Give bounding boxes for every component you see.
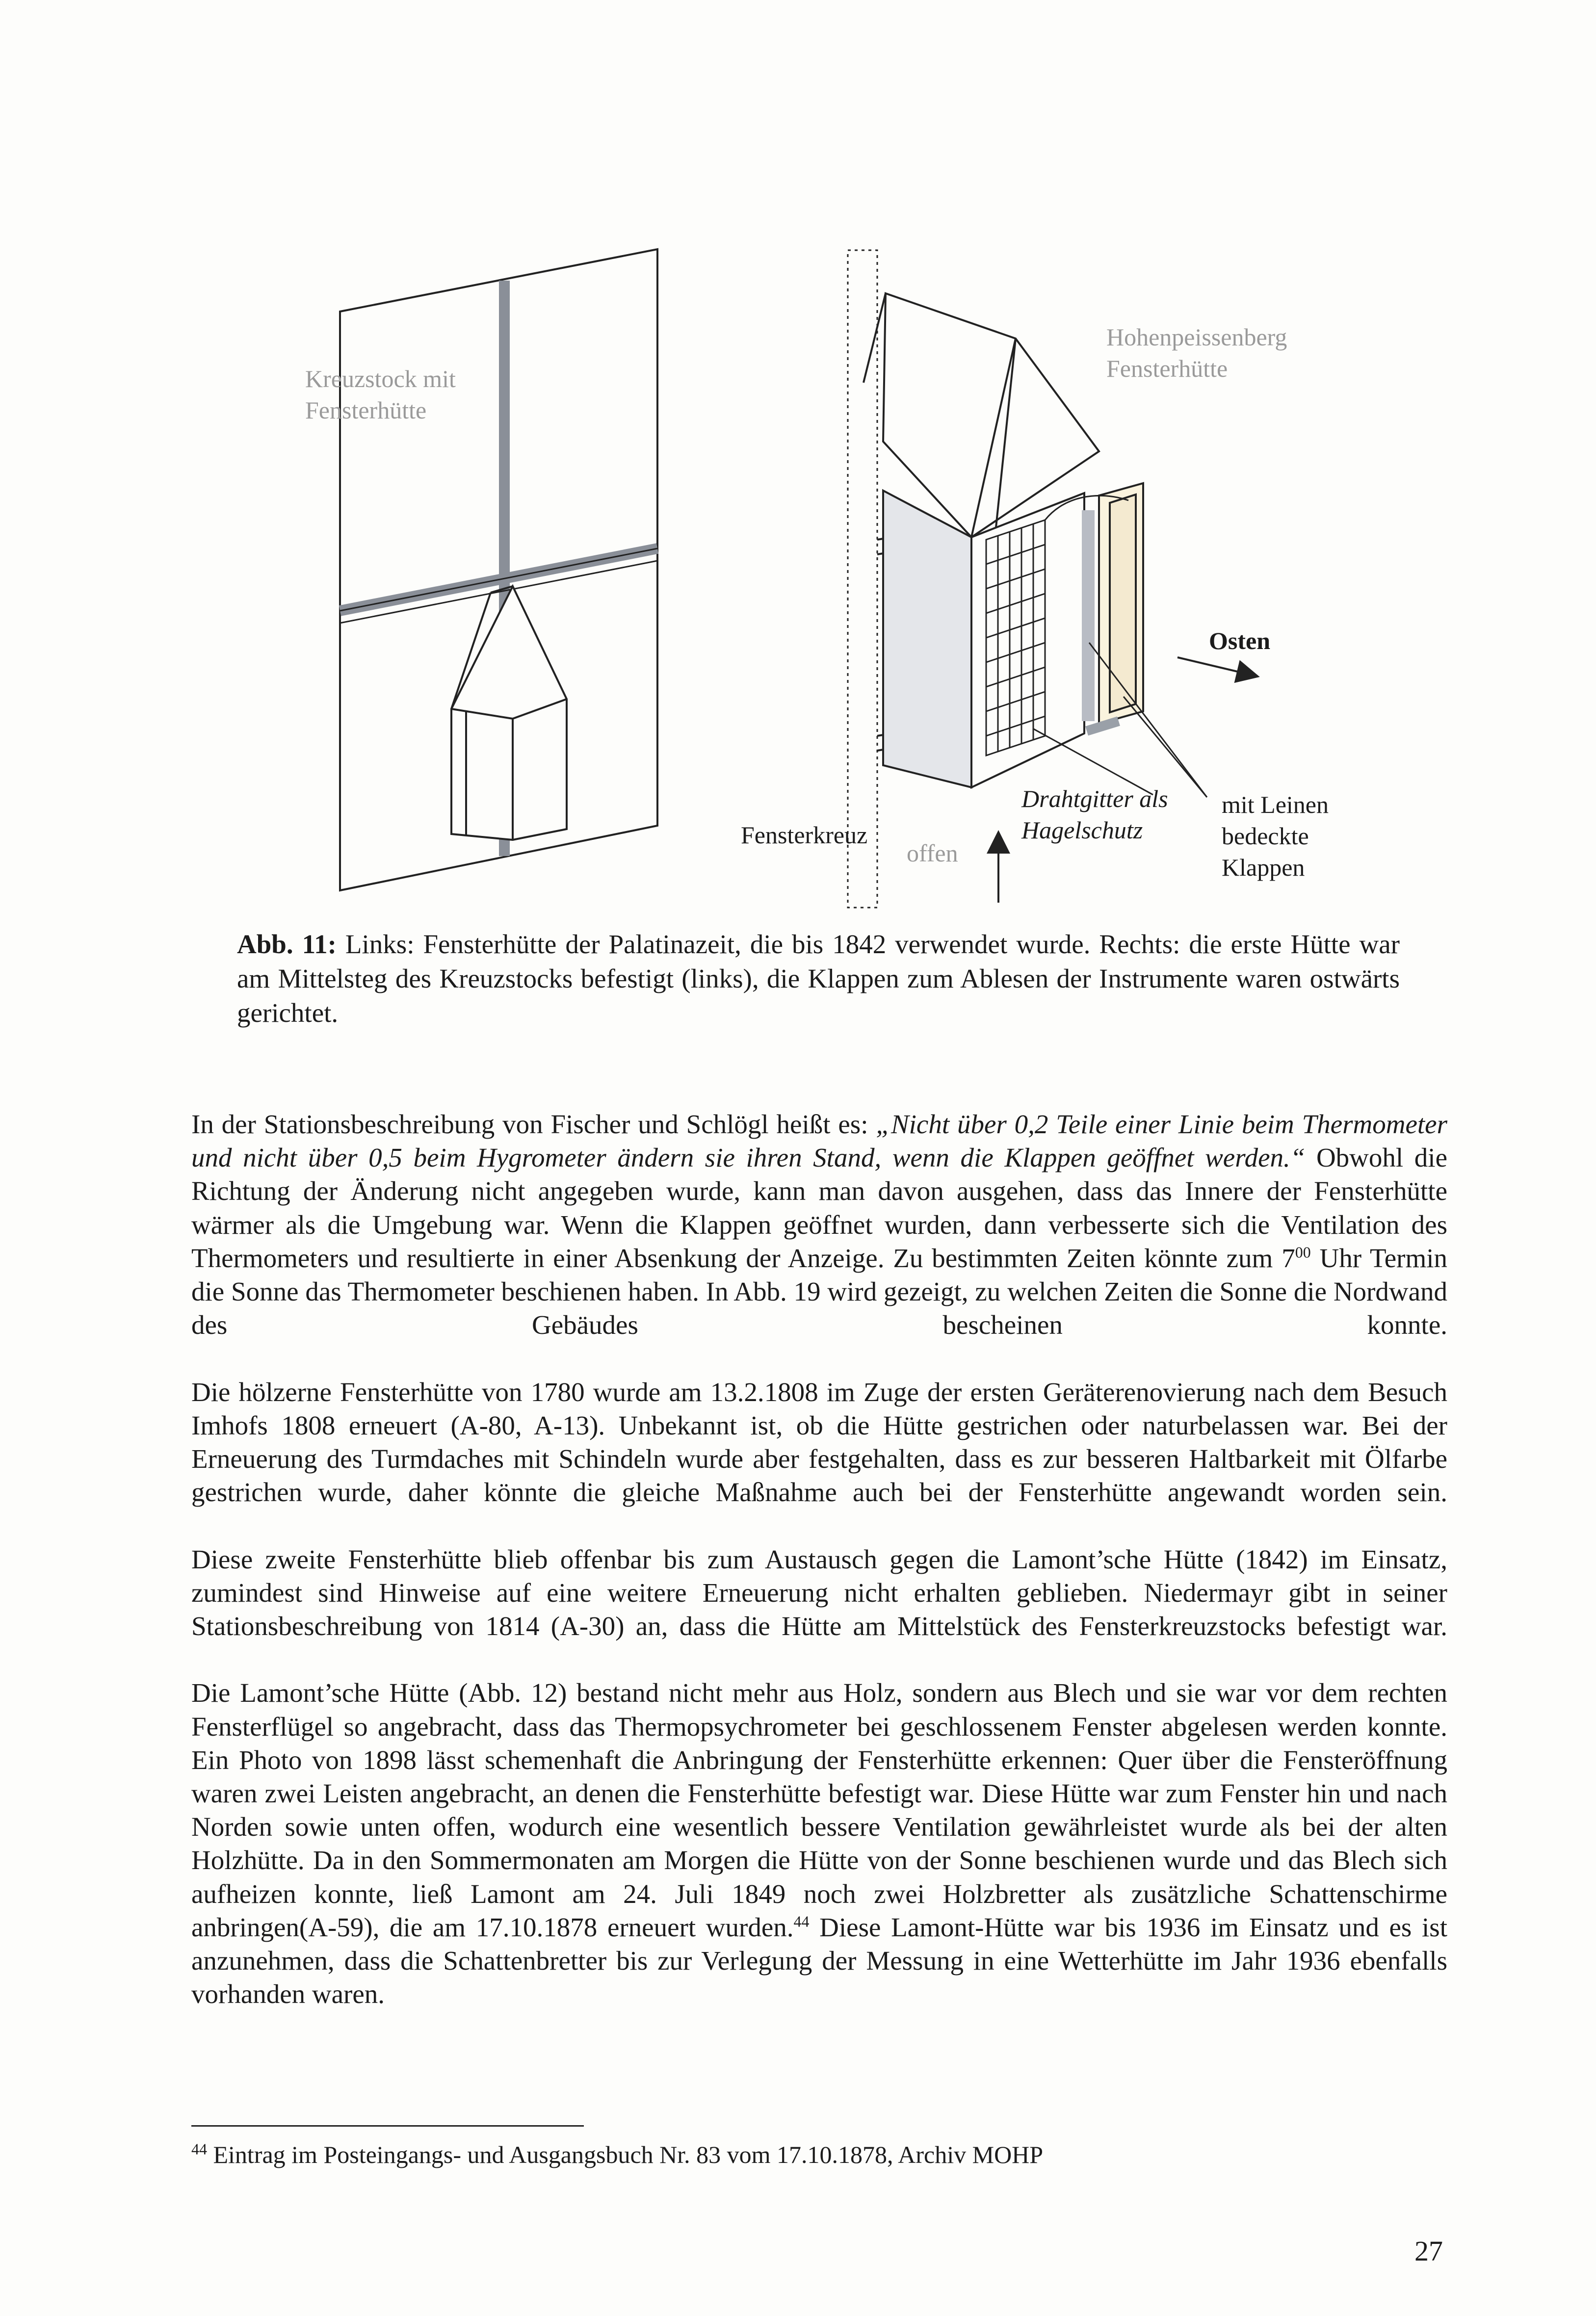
footnote-number: 44 [191, 2140, 207, 2158]
east-arrow [1177, 657, 1256, 676]
paragraph: Die Lamont’sche Hütte (Abb. 12) bestand nicht mehr aus Holz, sondern aus Blech und sie war vor dem rechten Fensterflügel so angebracht, dass das Thermopsychrometer bei geschlossenem Fenster abgelesen werden konnte. Ein Photo von 1898 lässt schemenhaft die Anbringung der Fensterhütte erkennen: Quer über die Fensteröffnung waren zwei Leisten angebracht, an denen die Fensterhütte befestigt war. Diese Hütte war zum Fenster hin und nach Norden sowie unten offen, wodurch eine wesentlich bessere Ventilation gewährleistet wurde als bei der alten Holzhütte. Da in den Sommermonaten am Morgen die Hütte von der Sonne beschienen wurde und das Blech sich aufheizen konnte, ließ Lamont am 24. Juli 1849 noch zwei Holzbretter als zusätzliche Schattenschirme anbringen(A-59), die am 17.10.1878 erneuert wurden.$^{44}$ Diese Lamont-Hütte war bis 1936 im Einsatz und es ist anzunehmen, dass die Schattenbretter bis zur Verlegung der Messung in eine Wetterhütte im Jahr 1936 ebenfalls vorhanden waren. [191, 1678, 1447, 2009]
body-text [191, 1108, 1447, 2011]
footnote-text: Eintrag im Posteingangs- und Ausgangsbuch Nr. 83 vom 17.10.1878, Archiv MOHP [207, 2141, 1044, 2168]
right-figure-label: Hohenpeissenberg Fensterhütte [1106, 323, 1287, 382]
left-window-drawing [340, 249, 657, 890]
footnote-divider [191, 2125, 584, 2127]
left-figure-label: Kreuzstock mit Fensterhütte [305, 365, 456, 424]
page-number: 27 [1414, 2235, 1443, 2267]
left-hut [451, 586, 567, 840]
hut-front [971, 493, 1084, 787]
caption-text: Links: Fensterhütte der Palatinazeit, die bis 1842 verwendet wurde. Rechts: die erste Hütte war am Mittelsteg des Kreuzstocks befestigt (links), die Klappen zum Ablesen der Instrumente waren ostwärts gerichtet. [237, 929, 1400, 1028]
figure-drawing [0, 0, 1596, 932]
figure-caption [237, 927, 1400, 1030]
paragraph: Die hölzerne Fensterhütte von 1780 wurde am 13.2.1808 im Zuge der ersten Geräterenovierung nach dem Besuch Imhofs 1808 erneuert (A-80, A-13). Unbekannt ist, ob die Hütte gestrichen oder naturbelassen war. Bei der Erneuerung des Turmdaches mit Schindeln wurde aber festgehalten, dass es zur besseren Haltbarkeit mit Ölfarbe gestrichen wurde, daher könnte die gleiche Maßnahme auch bei der Fensterhütte angewandt worden sein. [191, 1377, 1447, 1508]
paragraph: In der Stationsbeschreibung von Fischer und Schlögl heißt es: „Nicht über 0,2 Teile einer Linie beim Thermometer und nicht über 0,5 beim Hygrometer ändern sie ihren Stand, wenn die Klappen geöffnet werden.“ Obwohl die Richtung der Änderung nicht angegeben wurde, kann man davon ausgehen, dass das Innere der Fensterhütte wärmer als die Umgebung war. Wenn die Klappen geöffnet wurden, dann verbesserte sich die Ventilation des Thermometers und resultierte in einer Absenkung der Anzeige. Zu bestimmten Zeiten könnte zum $7^{00}$ Uhr Termin die Sonne das Thermometer beschienen haben. In Abb. 19 wird gezeigt, zu welchen Zeiten die Sonne die Nordwand des Gebäudes bescheinen konnte. [191, 1109, 1447, 1340]
quote: „Nicht über 0,2 Teile einer Linie beim Thermometer und nicht über 0,5 beim Hygrometer ändern sie ihren Stand, wenn die Klappen geöffnet werden.“ [191, 1109, 1447, 1173]
drahtgitter-label: Drahtgitter als Hagelschutz [1021, 785, 1168, 844]
figure-11 [0, 0, 1596, 932]
fensterkreuz-label: Fensterkreuz [741, 821, 868, 849]
hut-side-wall [883, 491, 971, 787]
paragraph: Diese zweite Fensterhütte blieb offenbar bis zum Austausch gegen die Lamont’sche Hütte (1842) im Einsatz, zumindest sind Hinweise auf eine weitere Erneuerung nicht erhalten geblieben. Niedermayr gibt in seiner Stationsbeschreibung von 1814 (A-30) an, dass die Hütte am Mittelstück des Fensterkreuzstocks befestigt war. [191, 1544, 1447, 1641]
thermometer [1082, 510, 1095, 721]
caption-label: Abb. 11: [237, 929, 337, 959]
offen-label: offen [907, 839, 958, 867]
osten-label: Osten [1209, 627, 1270, 654]
footnote [191, 2139, 1043, 2170]
footnote-ref[interactable]: 44 [793, 1912, 810, 1930]
klappen-label: mit Leinen bedeckte Klappen [1222, 791, 1329, 881]
